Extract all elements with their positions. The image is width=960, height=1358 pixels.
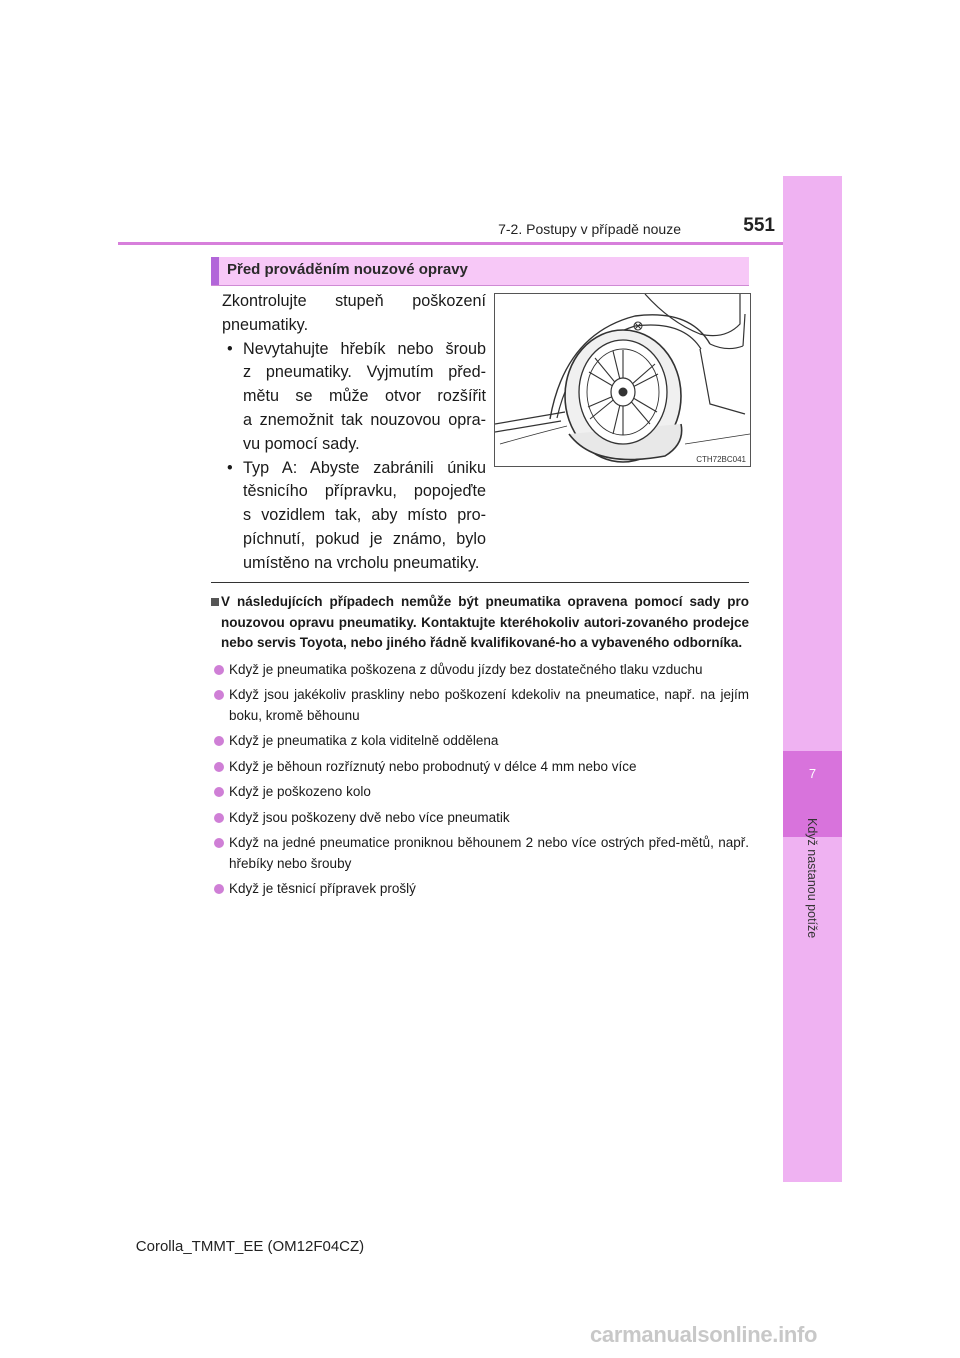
condition-item (211, 782, 749, 803)
section-title: Před prováděním nouzové opravy (227, 261, 468, 278)
condition-text: Když jsou jakékoliv praskliny nebo poškození kdekoliv na pneumatice, např. na jejím boku, kromě běhounu (229, 687, 749, 723)
condition-item (211, 685, 749, 726)
condition-text: Když je běhoun rozříznutý nebo probodnutý v délce 4 mm nebo více (229, 758, 637, 774)
condition-text: Když na jedné pneumatice proniknou běhounem 2 nebo více ostrých před-mětů, např. hřebíky nebo šrouby (229, 835, 749, 871)
round-bullet-icon (214, 690, 224, 700)
bullet-dot: • (227, 339, 233, 358)
page-number: 551 (743, 215, 775, 236)
round-bullet-icon (214, 736, 224, 746)
bullet-line: a znemožnit tak nouzovou opra- (243, 410, 486, 429)
chapter-title: Když nastanou potíže (805, 818, 819, 939)
chapter-side-tab (783, 176, 842, 1182)
intro-bullet (222, 338, 486, 457)
bullet-line: Nevytahujte hřebík nebo šroub (243, 339, 486, 358)
chapter-number: 7 (808, 766, 817, 781)
bullet-line: vu pomocí sady. (243, 434, 360, 453)
round-bullet-icon (214, 838, 224, 848)
round-bullet-icon (214, 787, 224, 797)
repair-limitations-note (211, 592, 749, 905)
figure-code: CTH72BC041 (696, 455, 746, 464)
square-bullet-icon (211, 598, 219, 606)
intro-bullet (222, 457, 486, 576)
bullet-line: těsnicího přípravku, popojeďte (243, 482, 486, 501)
condition-item (211, 757, 749, 778)
car-wheel-drawing (495, 294, 750, 466)
intro-text-block (222, 290, 486, 576)
note-heading (211, 592, 749, 654)
condition-text: Když je těsnicí přípravek prošlý (229, 881, 416, 896)
round-bullet-icon (214, 884, 224, 894)
condition-item (211, 808, 749, 829)
bullet-dot: • (227, 458, 233, 477)
intro-line: pneumatiky. (222, 315, 309, 334)
round-bullet-icon (214, 665, 224, 675)
note-heading-text: V následujících případech nemůže být pneumatika opravena pomocí sady pro nouzovou opravu pneumatiky. Kontaktujte kteréhokoliv autori-zovaného prodejce nebo servis Toyota, nebo jiného řádně kvalifikované-ho a vybaveného odborníka. (221, 594, 749, 650)
bullet-line: mětu se může otvor rozšířit (243, 387, 486, 406)
condition-item (211, 660, 749, 681)
section-title-accent (211, 257, 219, 285)
header-section-title: 7-2. Postupy v případě nouze (498, 221, 681, 237)
round-bullet-icon (214, 813, 224, 823)
condition-item (211, 731, 749, 752)
header-rule (118, 242, 783, 245)
section-title-bar (211, 257, 749, 286)
condition-text: Když jsou poškozeny dvě nebo více pneumatik (229, 809, 510, 825)
footer-document-id: Corolla_TMMT_EE (OM12F04CZ) (135, 1238, 365, 1255)
condition-text: Když je pneumatika poškozena z důvodu jízdy bez dostatečného tlaku vzduchu (229, 661, 703, 677)
bullet-line: umístěno na vrcholu pneumatiky. (243, 553, 480, 572)
section-divider (211, 582, 749, 583)
bullet-line: píchnutí, pokud je známo, bylo (243, 529, 486, 548)
flat-tire-illustration (494, 293, 751, 467)
conditions-list (211, 660, 749, 900)
bullet-line: s vozidlem tak, aby místo pro- (243, 506, 486, 525)
condition-text: Když je poškozeno kolo (229, 784, 371, 799)
bullet-line: z pneumatiky. Vyjmutím před- (243, 363, 486, 382)
intro-line: Zkontrolujte stupeň poškození (222, 292, 486, 310)
round-bullet-icon (214, 762, 224, 772)
site-watermark: carmanualsonline.info (590, 1322, 818, 1347)
bullet-line: Typ A: Abyste zabránili úniku (243, 458, 486, 477)
condition-text: Když je pneumatika z kola viditelně oddělena (229, 733, 499, 748)
condition-item (211, 879, 749, 900)
condition-item (211, 833, 749, 874)
